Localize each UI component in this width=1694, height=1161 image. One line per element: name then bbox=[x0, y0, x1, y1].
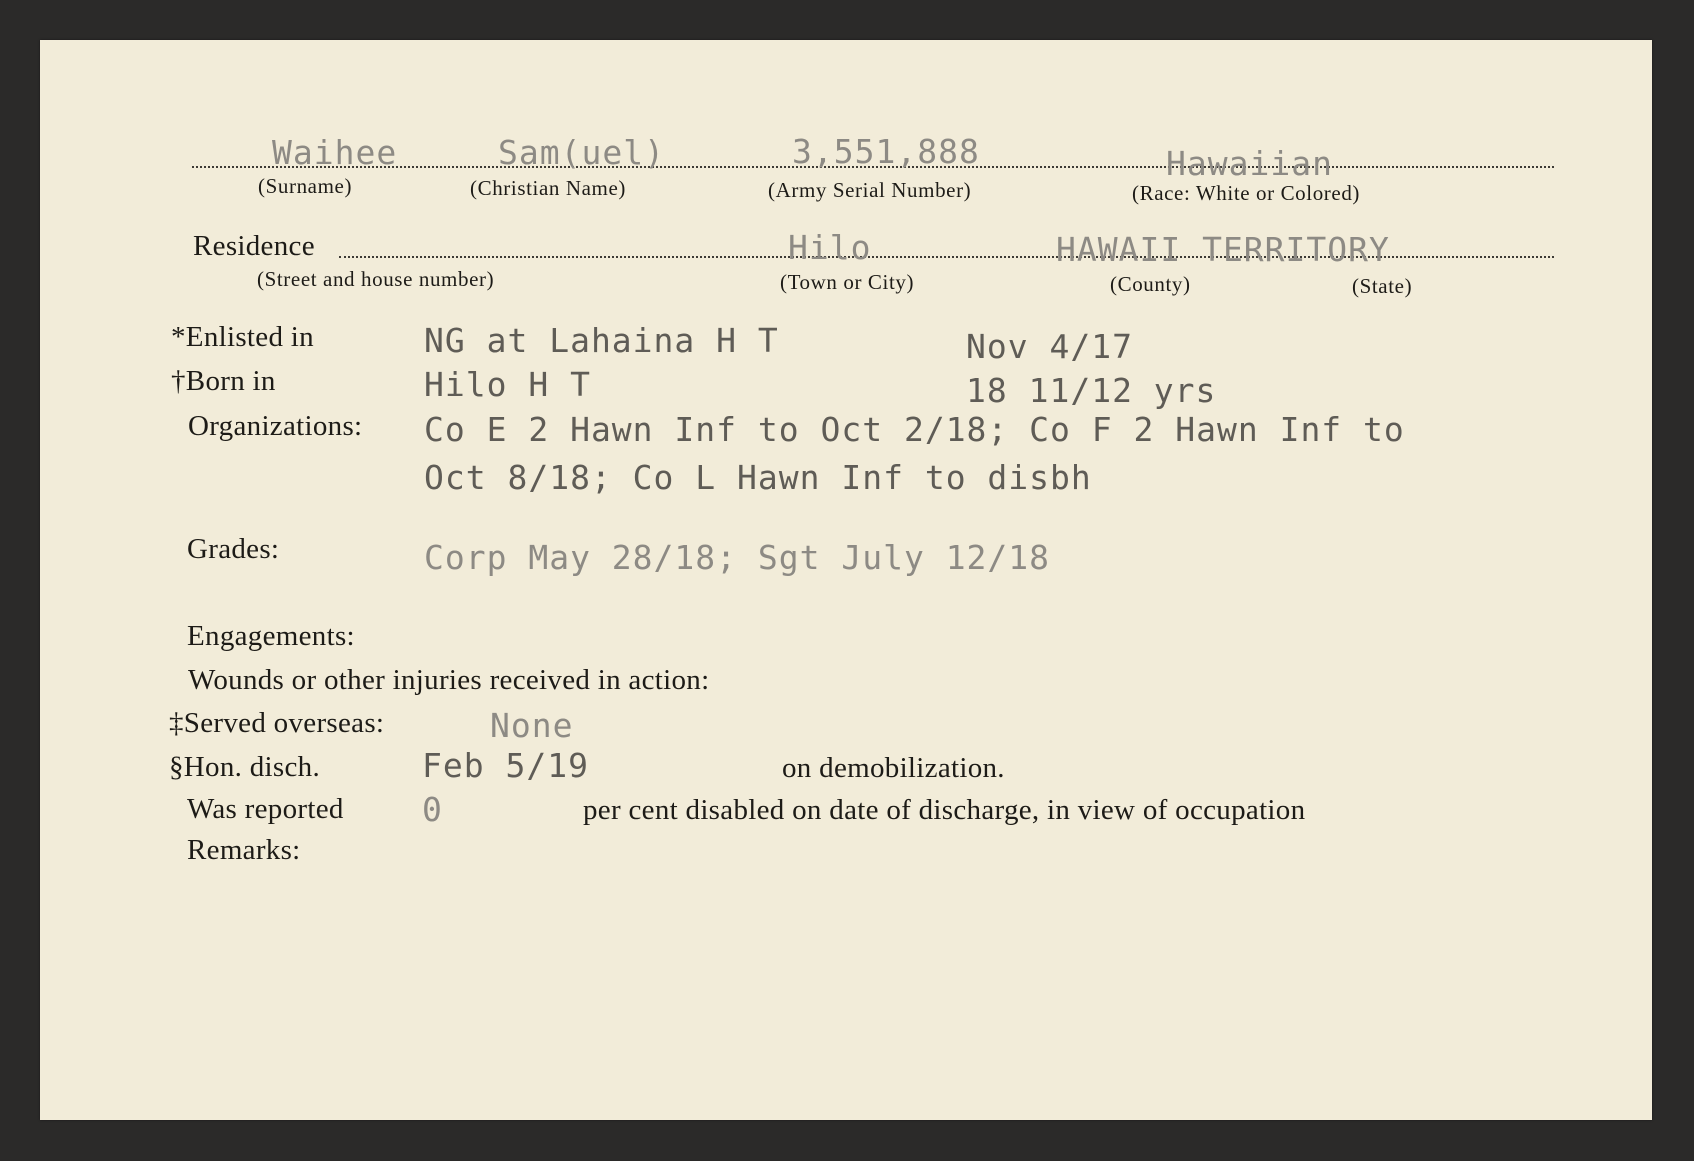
county-value: HAWAII TERRITORY bbox=[1056, 230, 1390, 269]
wounds-label: Wounds or other injuries received in action: bbox=[188, 664, 710, 696]
organizations-line2: Oct 8/18; Co L Hawn Inf to disbh bbox=[424, 458, 1092, 497]
hon-disch-value: Feb 5/19 bbox=[422, 746, 589, 785]
hon-disch-suffix: on demobilization. bbox=[782, 752, 1005, 784]
organizations-label: Organizations: bbox=[188, 410, 363, 442]
town-caption: (Town or City) bbox=[780, 270, 915, 294]
christian-name-caption: (Christian Name) bbox=[470, 176, 626, 200]
residence-label: Residence bbox=[193, 230, 315, 262]
born-value: Hilo H T bbox=[424, 365, 591, 404]
enlisted-date: Nov 4/17 bbox=[966, 327, 1133, 366]
hon-disch-label: §Hon. disch. bbox=[169, 751, 321, 783]
grades-value: Corp May 28/18; Sgt July 12/18 bbox=[424, 538, 1051, 577]
enlisted-value: NG at Lahaina H T bbox=[424, 321, 779, 360]
disability-suffix: per cent disabled on date of discharge, in view of occupation bbox=[583, 794, 1306, 826]
served-overseas-label: ‡Served overseas: bbox=[169, 707, 385, 739]
enlisted-label: *Enlisted in bbox=[171, 321, 314, 353]
surname-caption: (Surname) bbox=[258, 174, 353, 198]
serial-caption: (Army Serial Number) bbox=[768, 178, 972, 202]
christian-name-value: Sam(uel) bbox=[498, 133, 665, 172]
engagements-label: Engagements: bbox=[187, 620, 355, 652]
disability-label: Was reported bbox=[187, 793, 344, 825]
race-value: Hawaiian bbox=[1166, 144, 1333, 183]
served-overseas-value: None bbox=[490, 706, 574, 745]
race-caption: (Race: White or Colored) bbox=[1132, 181, 1361, 205]
remarks-label: Remarks: bbox=[187, 834, 301, 866]
street-caption: (Street and house number) bbox=[257, 267, 495, 291]
born-age: 18 11/12 yrs bbox=[966, 371, 1217, 410]
state-caption: (State) bbox=[1352, 274, 1413, 298]
service-record-card bbox=[40, 40, 1652, 1120]
town-value: Hilo bbox=[788, 228, 872, 267]
disability-value: 0 bbox=[422, 790, 443, 829]
county-caption: (County) bbox=[1110, 272, 1191, 296]
serial-value: 3,551,888 bbox=[792, 132, 980, 171]
surname-value: Waihee bbox=[272, 133, 398, 172]
grades-label: Grades: bbox=[187, 533, 280, 565]
born-label: †Born in bbox=[171, 365, 276, 397]
organizations-line1: Co E 2 Hawn Inf to Oct 2/18; Co F 2 Hawn Inf to bbox=[424, 410, 1405, 449]
